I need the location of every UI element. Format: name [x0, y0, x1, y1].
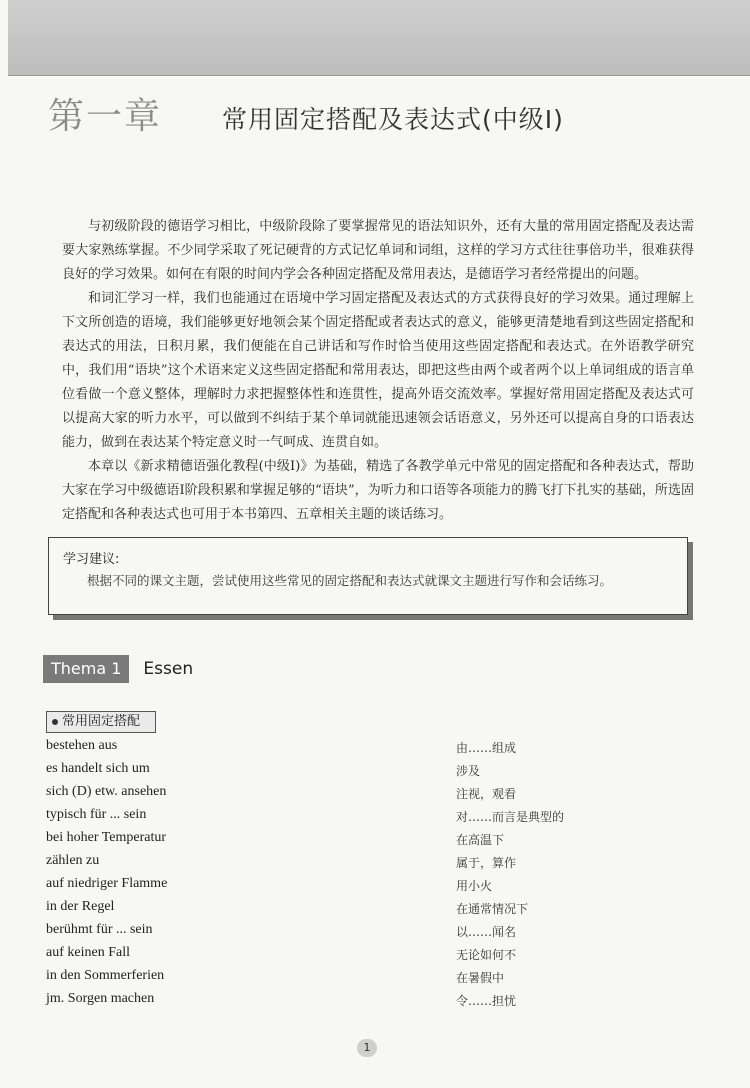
collocation-german: auf niedriger Flamme	[46, 876, 168, 891]
list-item	[46, 807, 686, 830]
thema-title: Essen	[143, 659, 194, 679]
collocation-chinese: 令……担忧	[456, 994, 517, 1008]
collocation-chinese: 注视，观看	[456, 787, 517, 801]
header-band	[8, 0, 750, 76]
paragraph: 和词汇学习一样，我们也能通过在语境中学习固定搭配及表达式的方式获得良好的学习效果。通过理解上下文所创造的语境，我们能够更好地领会某个固定搭配或者表达式的意义，能够更清楚地看到这些固定搭配和表达式的用法，日积月累，我们便能在自己讲话和写作时恰当使用这些固定搭配和表达式。在外语教学研究中，我们用“语块”这个术语来定义这些固定搭配和常用表达，即把这些由两个或者两个以上单词组成的语言单位看做一个意义整体，理解时力求把握整体性和连贯性，提高外语交流效率。掌握好常用固定搭配及表达式可以提高大家的听力水平，可以做到不纠结于某个单词就能迅速领会话语意义，另外还可以提高自身的口语表达能力，做到在表达某个特定意义时一气呵成、连贯自如。	[62, 291, 694, 450]
intro-text	[62, 215, 694, 527]
list-item	[46, 968, 686, 991]
collocation-chinese: 由……组成	[456, 741, 517, 755]
paragraph: 本章以《新求精德语强化教程(中级Ⅰ)》为基础，精选了各教学单元中常见的固定搭配和各种表达式，帮助大家在学习中级德语Ⅰ阶段积累和掌握足够的“语块”，为听力和口语等各项能力的腾飞打下扎实的基础，所选固定搭配和各种表达式也可用于本书第四、五章相关主题的谈话练习。	[62, 459, 694, 522]
list-item	[46, 761, 686, 784]
collocation-german: berühmt für ... sein	[46, 922, 153, 937]
paragraph: 与初级阶段的德语学习相比，中级阶段除了要掌握常见的语法知识外，还有大量的常用固定搭配及表达需要大家熟练掌握。不少同学采取了死记硬背的方式记忆单词和词组，这样的学习方式往往事倍功半，很难获得良好的学习效果。如何在有限的时间内学会各种固定搭配及常用表达，是德语学习者经常提出的问题。	[62, 219, 694, 282]
collocation-german: in den Sommerferien	[46, 968, 165, 983]
collocation-chinese: 涉及	[456, 764, 481, 778]
study-tips-title: 学习建议:	[63, 552, 120, 567]
thema-heading	[43, 654, 193, 684]
collocation-german: typisch für ... sein	[46, 807, 147, 822]
study-tips-box	[48, 537, 688, 615]
collocation-german: bei hoher Temperatur	[46, 830, 167, 845]
list-item	[46, 738, 686, 761]
collocation-list	[46, 738, 686, 1014]
page-number: 1	[357, 1039, 377, 1057]
list-item	[46, 899, 686, 922]
collocation-german: in der Regel	[46, 899, 115, 914]
collocation-german: sich (D) etw. ansehen	[46, 784, 167, 799]
collocation-chinese: 属于，算作	[456, 856, 517, 870]
collocation-german: es handelt sich um	[46, 761, 150, 776]
section-label	[46, 711, 156, 733]
list-item	[46, 922, 686, 945]
collocation-chinese: 对……而言是典型的	[456, 810, 565, 824]
chapter-number: 第一章	[48, 96, 163, 137]
collocation-german: auf keinen Fall	[46, 945, 130, 960]
list-item	[46, 876, 686, 899]
chapter-heading	[48, 88, 564, 138]
collocation-chinese: 无论如何不	[456, 948, 517, 962]
study-tips-text: 根据不同的课文主题，尝试使用这些常见的固定搭配和表达式就课文主题进行写作和会话练习。	[87, 573, 613, 588]
section-label-text: 常用固定搭配	[62, 714, 141, 729]
list-item	[46, 991, 686, 1014]
collocation-chinese: 在通常情况下	[456, 902, 529, 916]
collocation-german: zählen zu	[46, 853, 100, 868]
collocation-chinese: 在暑假中	[456, 971, 505, 985]
list-item	[46, 853, 686, 876]
bullet-icon	[52, 719, 58, 725]
thema-badge: Thema 1	[43, 655, 129, 683]
collocation-chinese: 在高温下	[456, 833, 505, 847]
collocation-chinese: 用小火	[456, 879, 493, 893]
collocation-chinese: 以……闻名	[456, 925, 517, 939]
collocation-german: jm. Sorgen machen	[46, 991, 155, 1006]
list-item	[46, 945, 686, 968]
list-item	[46, 784, 686, 807]
collocation-german: bestehen aus	[46, 738, 118, 753]
chapter-title: 常用固定搭配及表达式(中级Ⅰ)	[222, 105, 564, 134]
list-item	[46, 830, 686, 853]
